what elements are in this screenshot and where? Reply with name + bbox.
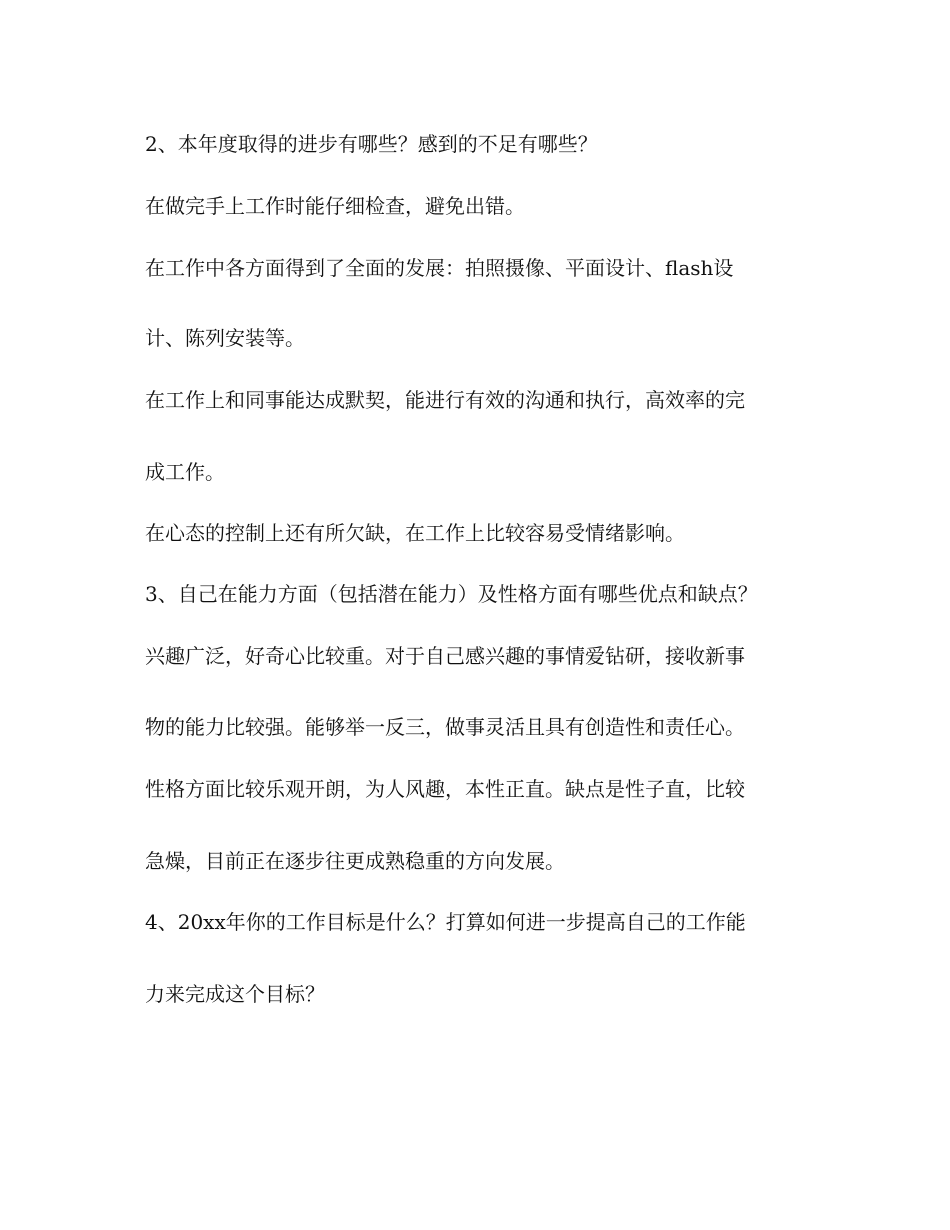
paragraph-line: 在工作上和同事能达成默契，能进行有效的沟通和执行，高效率的完: [145, 388, 745, 412]
paragraph-line: 在做完手上工作时能仔细检查，避免出错。: [145, 194, 525, 218]
paragraph-line: 力来完成这个目标？: [145, 982, 325, 1006]
question-4-heading: 4、20xx年你的工作目标是什么？打算如何进一步提高自己的工作能: [145, 910, 746, 934]
paragraph-line: 成工作。: [145, 460, 225, 484]
paragraph-line: 在工作中各方面得到了全面的发展：拍照摄像、平面设计、flash设: [145, 256, 734, 280]
paragraph-line: 性格方面比较乐观开朗，为人风趣，本性正直。缺点是性子直，比较: [145, 777, 745, 801]
paragraph-line: 急燥，目前正在逐步往更成熟稳重的方向发展。: [145, 849, 565, 873]
paragraph-line: 物的能力比较强。能够举一反三，做事灵活且具有创造性和责任心。: [145, 715, 745, 739]
paragraph-line: 计、陈列安装等。: [145, 326, 305, 350]
paragraph-line: 在心态的控制上还有所欠缺，在工作上比较容易受情绪影响。: [145, 521, 685, 545]
question-2-heading: 2、本年度取得的进步有哪些？感到的不足有哪些？: [145, 132, 598, 156]
paragraph-line: 兴趣广泛，好奇心比较重。对于自己感兴趣的事情爱钻研，接收新事: [145, 644, 745, 668]
question-3-heading: 3、自己在能力方面（包括潜在能力）及性格方面有哪些优点和缺点？: [145, 582, 758, 606]
